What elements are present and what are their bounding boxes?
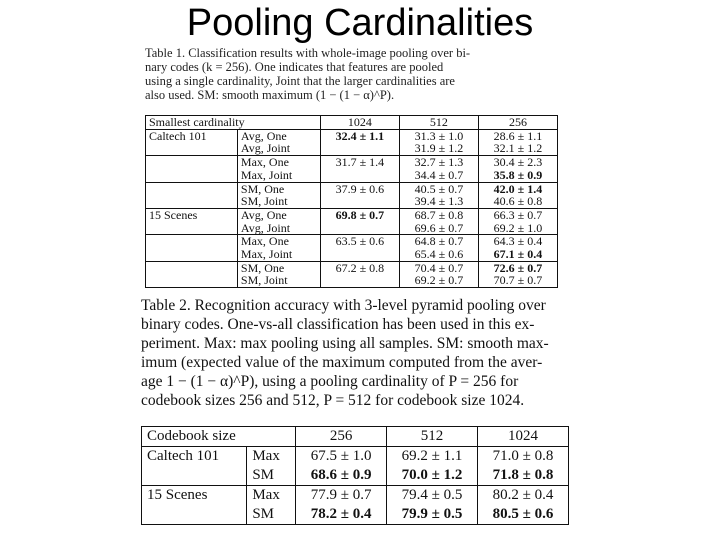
method-cell: Max, Joint — [237, 169, 320, 182]
method-cell: SM — [247, 466, 296, 486]
table2-caption-line: age 1 − (1 − α)^P), using a pooling cardinality of P = 256 for — [141, 373, 519, 390]
table2-caption-line: periment. Max: max pooling using all samples. SM: smooth max- — [141, 335, 549, 352]
dataset-cell: 15 Scenes — [142, 486, 247, 506]
value-cell: 72.6 ± 0.7 — [478, 261, 557, 274]
table2-header-256: 256 — [296, 427, 387, 447]
value-cell: 69.2 ± 1.1 — [387, 447, 478, 467]
table-row — [146, 208, 558, 221]
dataset-cell — [146, 248, 238, 261]
value-cell: 40.5 ± 0.7 — [399, 182, 478, 195]
value-cell: 69.8 ± 0.7 — [320, 208, 399, 221]
table-row — [146, 274, 558, 287]
table1-header-row — [146, 116, 558, 130]
table2-caption-line: binary codes. One-vs-all classification has been used in this ex- — [141, 316, 535, 333]
dataset-cell: Caltech 101 — [146, 129, 238, 142]
dataset-cell — [146, 156, 238, 169]
value-cell: 64.8 ± 0.7 — [399, 235, 478, 248]
value-cell: 65.4 ± 0.6 — [399, 248, 478, 261]
method-cell: SM, One — [237, 182, 320, 195]
value-cell: 67.1 ± 0.4 — [478, 248, 557, 261]
table1-caption-line: Table 1. Classification results with whole-image pooling over bi- — [145, 46, 471, 60]
value-cell: 78.2 ± 0.4 — [296, 505, 387, 525]
table1-header-cardinality: Smallest cardinality — [146, 116, 321, 130]
value-cell: 63.5 ± 0.6 — [320, 235, 399, 248]
table-row — [142, 486, 569, 506]
table-row — [146, 222, 558, 235]
table2 — [141, 426, 569, 525]
table2-header-512: 512 — [387, 427, 478, 447]
value-cell: 35.8 ± 0.9 — [478, 169, 557, 182]
table1 — [145, 115, 558, 288]
value-cell: 77.9 ± 0.7 — [296, 486, 387, 506]
dataset-cell — [146, 261, 238, 274]
table1-caption — [145, 46, 555, 102]
table1-header-256: 256 — [478, 116, 557, 130]
dataset-cell: Caltech 101 — [142, 447, 247, 467]
value-cell: 68.7 ± 0.8 — [399, 208, 478, 221]
value-cell: 70.0 ± 1.2 — [387, 466, 478, 486]
value-cell: 64.3 ± 0.4 — [478, 235, 557, 248]
value-cell: 66.3 ± 0.7 — [478, 208, 557, 221]
table2-caption-line: Table 2. Recognition accuracy with 3-level pyramid pooling over — [141, 297, 546, 314]
table1-header-1024: 1024 — [320, 116, 399, 130]
table2-header-row — [142, 427, 569, 447]
dataset-cell — [146, 222, 238, 235]
dataset-cell — [146, 235, 238, 248]
value-cell: 31.7 ± 1.4 — [320, 156, 399, 169]
method-cell: Max — [247, 486, 296, 506]
table-row — [146, 142, 558, 155]
value-cell: 34.4 ± 0.7 — [399, 169, 478, 182]
table-row — [142, 447, 569, 467]
value-cell: 80.2 ± 0.4 — [478, 486, 569, 506]
value-cell: 70.4 ± 0.7 — [399, 261, 478, 274]
value-cell: 69.2 ± 1.0 — [478, 222, 557, 235]
table2-header-codebook: Codebook size — [142, 427, 296, 447]
dataset-cell — [146, 182, 238, 195]
value-cell: 28.6 ± 1.1 — [478, 129, 557, 142]
method-cell: SM, Joint — [237, 195, 320, 208]
value-cell: 32.1 ± 1.2 — [478, 142, 557, 155]
table-row — [146, 169, 558, 182]
value-cell — [320, 142, 399, 155]
value-cell: 31.3 ± 1.0 — [399, 129, 478, 142]
table1-header-512: 512 — [399, 116, 478, 130]
value-cell: 70.7 ± 0.7 — [478, 274, 557, 287]
method-cell: Avg, Joint — [237, 222, 320, 235]
value-cell: 32.4 ± 1.1 — [320, 129, 399, 142]
dataset-cell: 15 Scenes — [146, 208, 238, 221]
value-cell — [320, 222, 399, 235]
dataset-cell — [146, 169, 238, 182]
value-cell: 69.2 ± 0.7 — [399, 274, 478, 287]
value-cell — [320, 248, 399, 261]
slide-title: Pooling Cardinalities — [186, 2, 534, 44]
method-cell: Max — [247, 447, 296, 467]
method-cell: Max, One — [237, 156, 320, 169]
dataset-cell — [146, 274, 238, 287]
value-cell: 67.2 ± 0.8 — [320, 261, 399, 274]
value-cell: 67.5 ± 1.0 — [296, 447, 387, 467]
value-cell: 71.8 ± 0.8 — [478, 466, 569, 486]
table2-caption-line: codebook sizes 256 and 512, P = 512 for codebook size 1024. — [141, 392, 525, 409]
value-cell: 31.9 ± 1.2 — [399, 142, 478, 155]
value-cell — [320, 169, 399, 182]
value-cell: 69.6 ± 0.7 — [399, 222, 478, 235]
method-cell: Avg, One — [237, 129, 320, 142]
value-cell: 37.9 ± 0.6 — [320, 182, 399, 195]
value-cell: 39.4 ± 1.3 — [399, 195, 478, 208]
value-cell — [320, 195, 399, 208]
method-cell: Avg, Joint — [237, 142, 320, 155]
table1-caption-line: using a single cardinality, Joint that the larger cardinalities are — [145, 74, 455, 88]
table2-caption-line: imum (expected value of the maximum computed from the aver- — [141, 354, 543, 371]
table-row — [142, 466, 569, 486]
table2-header-1024: 1024 — [478, 427, 569, 447]
dataset-cell — [146, 195, 238, 208]
dataset-cell — [146, 142, 238, 155]
value-cell: 79.9 ± 0.5 — [387, 505, 478, 525]
value-cell: 42.0 ± 1.4 — [478, 182, 557, 195]
method-cell: SM — [247, 505, 296, 525]
table-row — [146, 156, 558, 169]
value-cell: 30.4 ± 2.3 — [478, 156, 557, 169]
table-row — [146, 248, 558, 261]
table2-caption — [141, 296, 571, 410]
method-cell: SM, Joint — [237, 274, 320, 287]
method-cell: Max, One — [237, 235, 320, 248]
table-row — [146, 195, 558, 208]
method-cell: SM, One — [237, 261, 320, 274]
table1-caption-line: also used. SM: smooth maximum (1 − (1 − α)^P). — [145, 88, 395, 102]
table-row — [142, 505, 569, 525]
value-cell: 80.5 ± 0.6 — [478, 505, 569, 525]
method-cell: Avg, One — [237, 208, 320, 221]
value-cell: 32.7 ± 1.3 — [399, 156, 478, 169]
value-cell: 40.6 ± 0.8 — [478, 195, 557, 208]
dataset-cell — [142, 466, 247, 486]
value-cell — [320, 274, 399, 287]
value-cell: 71.0 ± 0.8 — [478, 447, 569, 467]
dataset-cell — [142, 505, 247, 525]
value-cell: 79.4 ± 0.5 — [387, 486, 478, 506]
method-cell: Max, Joint — [237, 248, 320, 261]
table1-caption-line: nary codes (k = 256). One indicates that features are pooled — [145, 60, 444, 74]
value-cell: 68.6 ± 0.9 — [296, 466, 387, 486]
